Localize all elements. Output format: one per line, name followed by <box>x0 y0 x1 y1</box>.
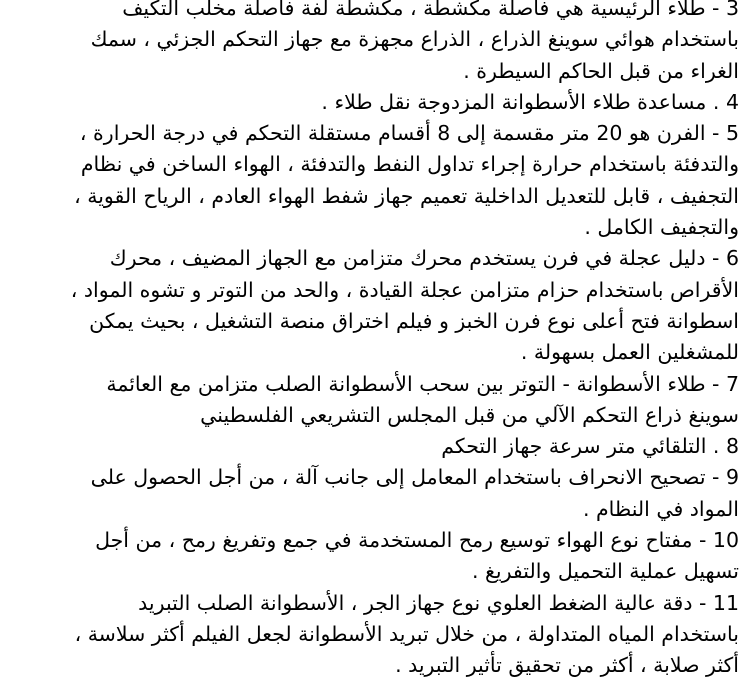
document-body <box>4 0 739 682</box>
text-line: باستخدام المياه المتداولة ، من خلال تبريد الأسطوانة لجعل الفيلم أكثر سلاسة ، <box>74 621 739 646</box>
text-line: الغراء من قبل الحاكم السيطرة . <box>463 58 739 83</box>
text-line: تسهيل عملية التحميل والتفريغ . <box>471 559 739 584</box>
text-line: باستخدام هوائي سوينغ الذراع ، الذراع مجهزة مع جهاز التحكم الجزئي ، سمك <box>90 27 739 52</box>
text-line: الأقراص باستخدام حزام متزامن عجلة القيادة ، والحد من التوتر و تشوه المواد ، <box>70 277 739 302</box>
text-line: المواد في النظام . <box>582 496 739 521</box>
text-line: 8 . التلقائي متر سرعة جهاز التحكم <box>441 434 739 459</box>
text-line: 10 - مفتاح نوع الهواء توسيع رمح المستخدمة في جمع وتفريغ رمح ، من أجل <box>95 528 739 553</box>
text-line: التجفيف ، قابل للتعديل الداخلية تعميم جهاز شفط الهواء العادم ، الرياح القوية ، <box>74 183 739 208</box>
text-line: أكثر صلابة ، أكثر من تحقيق تأثير التبريد . <box>395 653 739 678</box>
text-line: سوينغ ذراع التحكم الآلي من قبل المجلس التشريعي الفلسطيني <box>200 402 739 427</box>
text-line: 4 . مساعدة طلاء الأسطوانة المزدوجة نقل طلاء . <box>321 89 739 114</box>
text-line: والتجفيف الكامل . <box>584 215 739 240</box>
text-line: 7 - طلاء الأسطوانة - التوتر بين سحب الأسطوانة الصلب متزامن مع العائمة <box>106 371 739 396</box>
text-line: والتدفئة باستخدام حرارة إجراء تداول النفط والتدفئة ، الهواء الساخن في نظام <box>80 152 739 177</box>
text-line: 5 - الفرن هو 20 متر مقسمة إلى 8 أقسام مستقلة التحكم في درجة الحرارة ، <box>79 121 739 146</box>
text-line: للمشغلين العمل بسهولة . <box>520 340 739 365</box>
text-line: 11 - دقة عالية الضغط العلوي نوع جهاز الجر ، الأسطوانة الصلب التبريد <box>138 590 739 615</box>
text-line: اسطوانة فتح أعلى نوع فرن الخبز و فيلم اختراق منصة التشغيل ، بحيث يمكن <box>89 308 739 333</box>
text-line: 9 - تصحيح الانحراف باستخدام المعامل إلى جانب آلة ، من أجل الحصول على <box>90 465 739 490</box>
text-line: 3 - طلاء الرئيسية هي فاصلة مكشطة ، مكشطة لفة فاصلة مخلب التكيف <box>122 0 739 20</box>
text-line: 6 - دليل عجلة في فرن يستخدم محرك متزامن مع الجهاز المضيف ، محرك <box>109 246 739 271</box>
